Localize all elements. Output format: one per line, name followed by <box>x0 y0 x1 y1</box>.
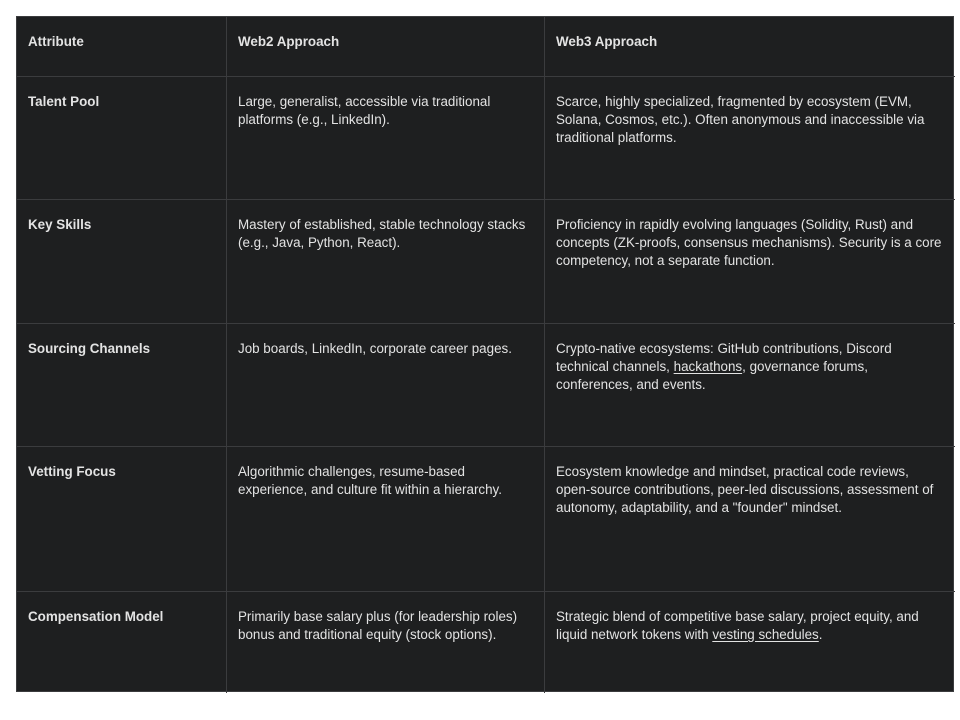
row-attribute-vetting-focus: Vetting Focus <box>17 447 227 592</box>
header-web2: Web2 Approach <box>227 17 545 77</box>
row-web3-talent-pool: Scarce, highly specialized, fragmented by ecosystem (EVM, Solana, Cosmos, etc.). Often anonymous and inaccessible via traditional platforms. <box>545 77 955 200</box>
row-web2-sourcing-channels: Job boards, LinkedIn, corporate career pages. <box>227 324 545 447</box>
text-segment: Strategic blend of competitive base salary, project equity, and liquid network tokens with <box>556 609 919 642</box>
row-web2-key-skills: Mastery of established, stable technology stacks (e.g., Java, Python, React). <box>227 200 545 324</box>
row-web2-talent-pool: Large, generalist, accessible via traditional platforms (e.g., LinkedIn). <box>227 77 545 200</box>
row-attribute-key-skills: Key Skills <box>17 200 227 324</box>
text-segment: , governance forums, conferences, and events. <box>556 359 868 392</box>
text-segment: . <box>818 627 823 642</box>
row-web3-sourcing-channels <box>545 324 955 447</box>
row-attribute-sourcing-channels: Sourcing Channels <box>17 324 227 447</box>
header-web3: Web3 Approach <box>545 17 955 77</box>
hackathons-link[interactable]: hackathons <box>673 359 743 374</box>
row-web2-vetting-focus: Algorithmic challenges, resume-based experience, and culture fit within a hierarchy. <box>227 447 545 592</box>
row-attribute-compensation-model: Compensation Model <box>17 592 227 693</box>
row-attribute-talent-pool: Talent Pool <box>17 77 227 200</box>
row-web3-compensation-model <box>545 592 955 693</box>
row-web3-vetting-focus: Ecosystem knowledge and mindset, practical code reviews, open-source contributions, peer-led discussions, assessment of autonomy, adaptability, and a "founder" mindset. <box>545 447 955 592</box>
header-attribute: Attribute <box>17 17 227 77</box>
row-web2-compensation-model: Primarily base salary plus (for leadership roles) bonus and traditional equity (stock options). <box>227 592 545 693</box>
comparison-table <box>16 16 954 692</box>
vesting-schedules-link[interactable]: vesting schedules <box>712 627 819 642</box>
row-web3-key-skills: Proficiency in rapidly evolving languages (Solidity, Rust) and concepts (ZK-proofs, consensus mechanisms). Security is a core competency, not a separate function. <box>545 200 955 324</box>
text-segment: Crypto-native ecosystems: GitHub contributions, Discord technical channels, <box>556 341 892 374</box>
